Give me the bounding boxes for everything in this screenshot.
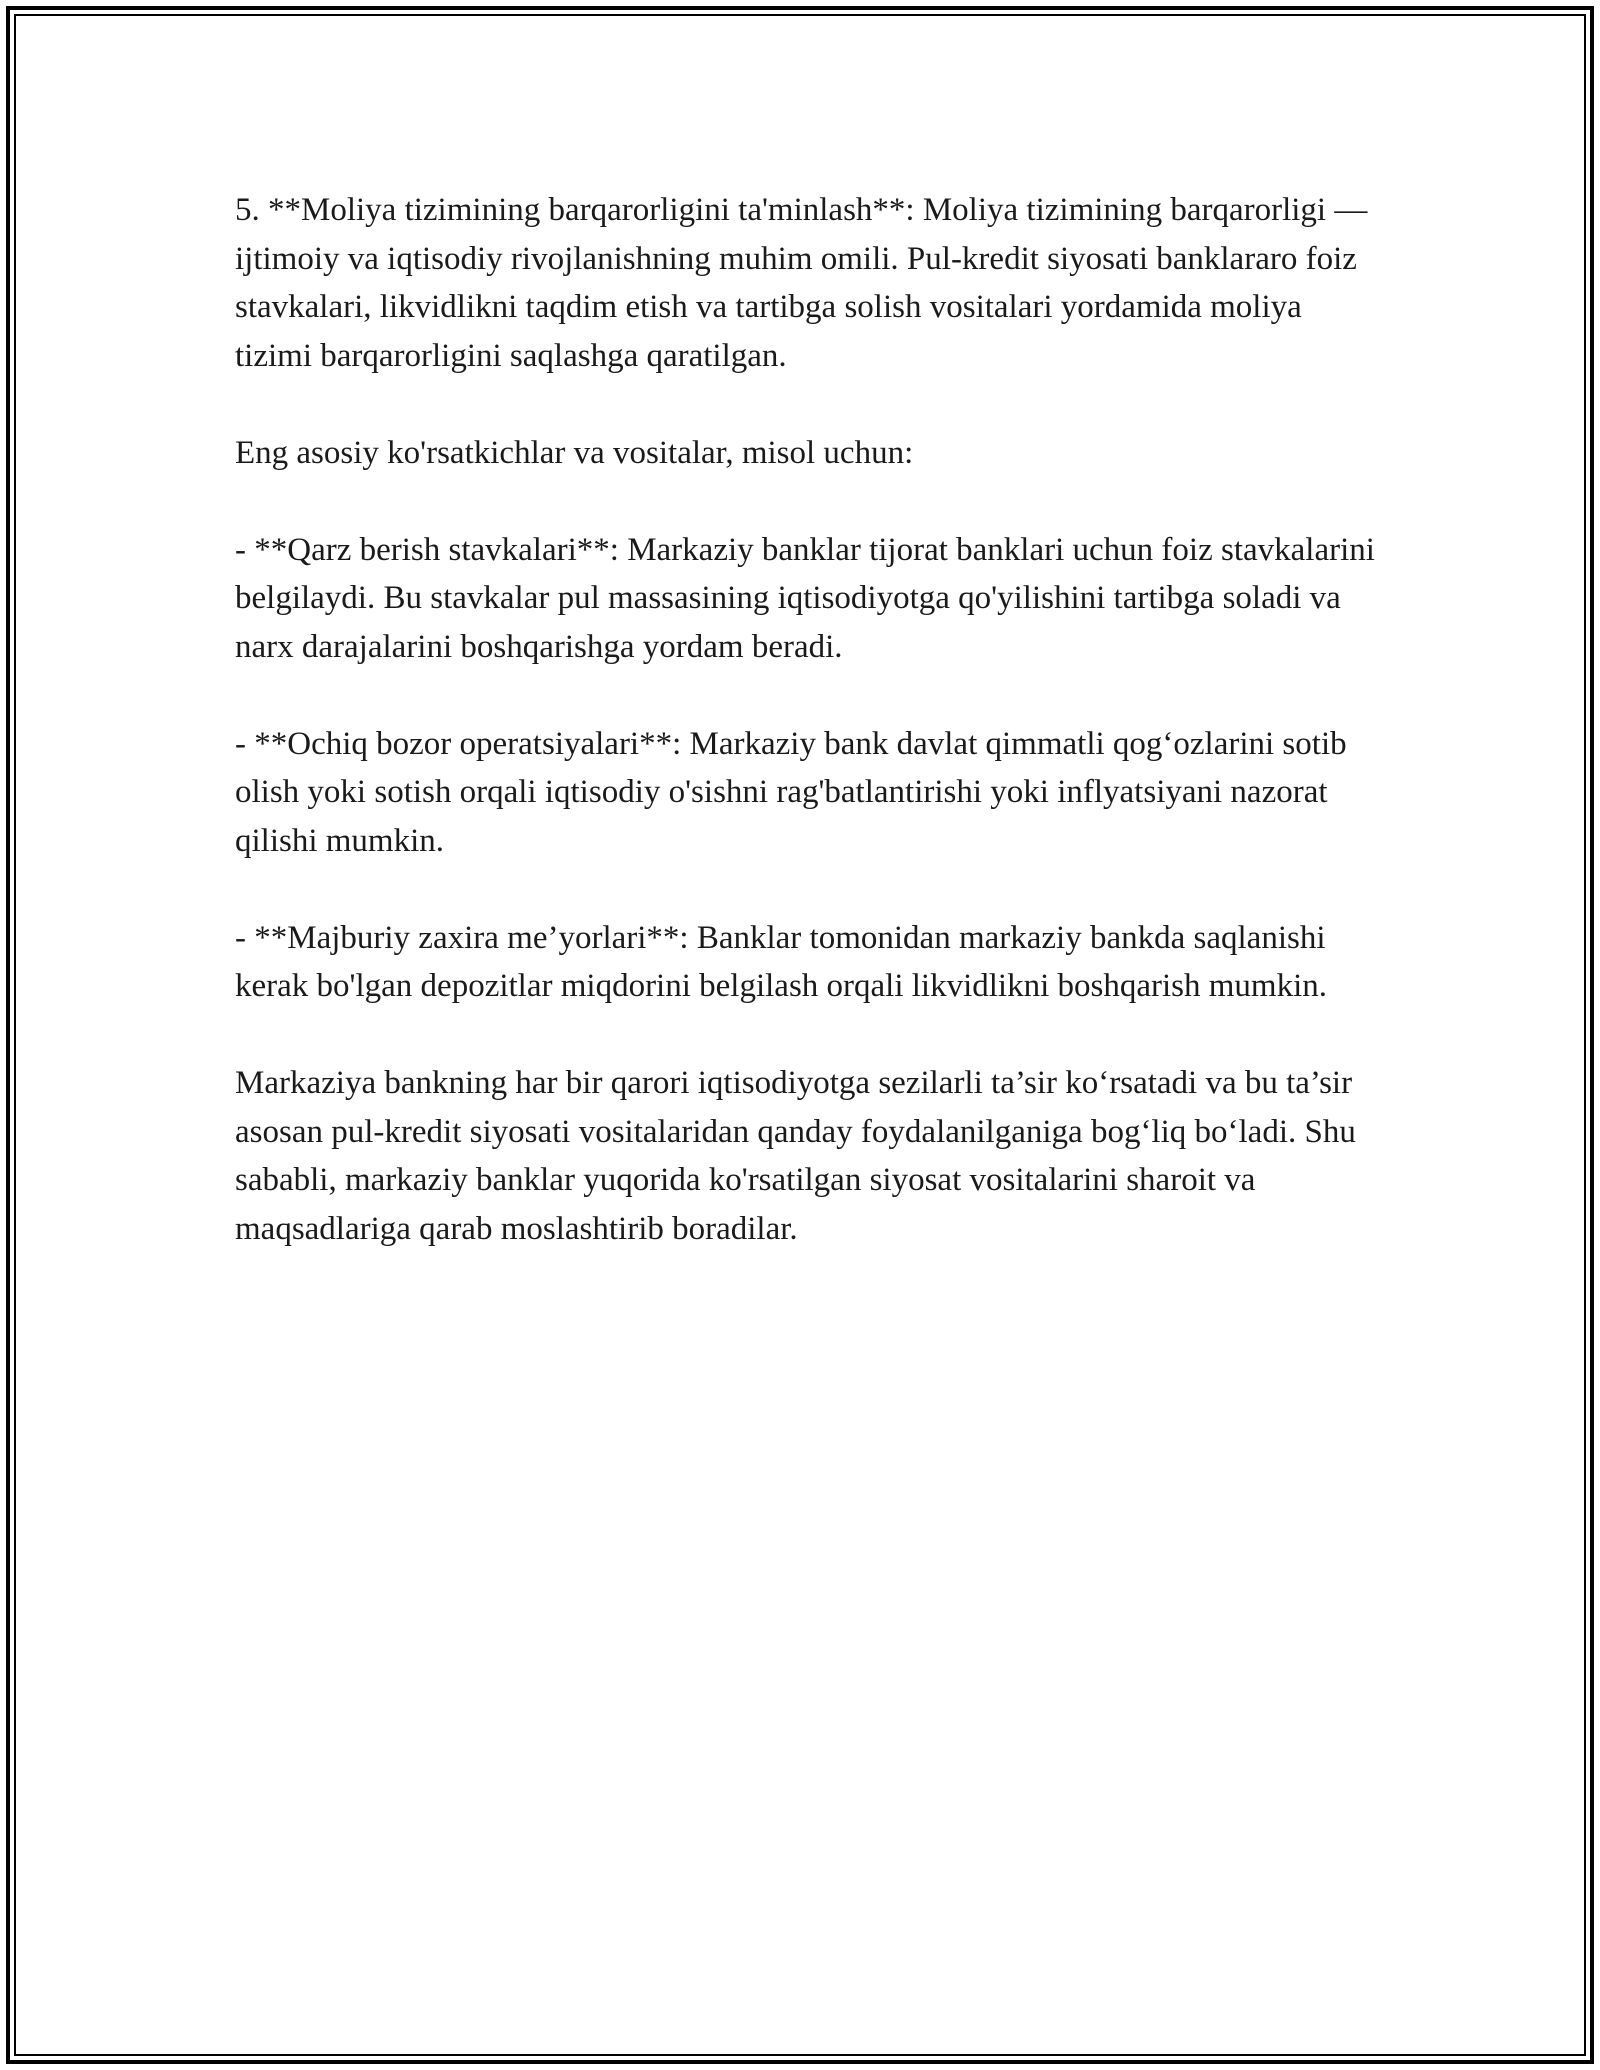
list-item-reserve-requirements: - **Majburiy zaxira me’yorlari**: Banklar tomonidan markaziy bankda saqlanishi kerak bo'lgan depozitlar miqdorini belgilash orqali likvidlikni boshqarish mumkin. (235, 919, 1328, 1004)
paragraph-financial-stability: 5. **Moliya tizimining barqarorligini ta'minlash**: Moliya tizimining barqarorligi — ijtimoiy va iqtisodiy rivojlanishning muhim omili. Pul-kredit siyosati banklararo foiz stavkalari, likvidlikni taqdim etish va tartibga solish vositalari yordamida moliya tizimi barqarorligini saqlashga qaratilgan. (235, 192, 1368, 374)
list-item-open-market-operations: - **Ochiq bozor operatsiyalari**: Markaziy bank davlat qimmatli qog‘ozlarini sotib olish yoki sotish orqali iqtisodiy o'sishni rag'batlantirishi yoki inflyatsiyani nazorat qilishi mumkin. (235, 725, 1347, 859)
document-body (235, 186, 1385, 1302)
paragraph-conclusion: Markaziya bankning har bir qarori iqtisodiyotga sezilarli ta’sir ko‘rsatadi va bu ta’sir asosan pul-kredit siyosati vositalaridan qanday foydalanilganiga bog‘liq bo‘ladi. Shu sababli, markaziy banklar yuqorida ko'rsatilgan siyosat vositalarini sharoit va maqsadlariga qarab moslashtirib boradilar. (235, 1065, 1356, 1247)
paragraph-indicators-intro: Eng asosiy ko'rsatkichlar va vositalar, misol uchun: (235, 434, 914, 471)
list-item-lending-rates: - **Qarz berish stavkalari**: Markaziy banklar tijorat banklari uchun foiz stavkalarini belgilaydi. Bu stavkalar pul massasining iqtisodiyotga qo'yilishini tartibga soladi va narx darajalarini boshqarishga yordam beradi. (235, 531, 1375, 665)
